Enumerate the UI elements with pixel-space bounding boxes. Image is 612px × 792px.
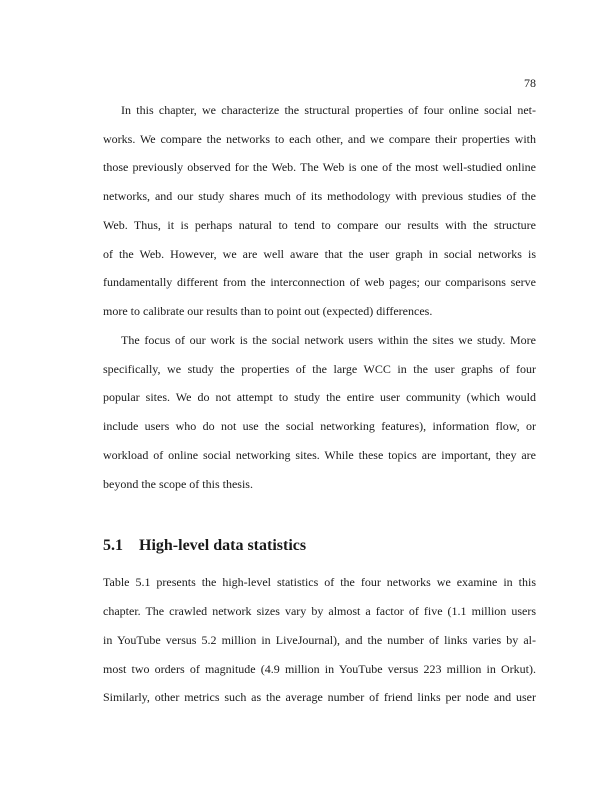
text-line: fundamentally different from the interconnection of web pages; our comparisons serve [103,275,536,289]
text-line: those previously observed for the Web. The Web is one of the most well-studied online [103,160,536,174]
text-line: In this chapter, we characterize the structural properties of four online social net- [121,103,536,117]
text-line: specifically, we study the properties of the large WCC in the user graphs of four [103,362,536,376]
text-line: more to calibrate our results than to point out (expected) differences. [103,304,433,318]
text-line: chapter. The crawled network sizes vary by almost a factor of five (1.1 million users [103,604,536,618]
text-line: in YouTube versus 5.2 million in LiveJournal), and the number of links varies by al- [103,633,536,647]
text-line: beyond the scope of this thesis. [103,477,253,491]
text-line: include users who do not use the social networking features), information flow, or [103,419,536,433]
text-line: of the Web. However, we are well aware that the user graph in social networks is [103,247,536,261]
text-line: Similarly, other metrics such as the average number of friend links per node and user [103,690,536,704]
text-line: works. We compare the networks to each other, and we compare their properties with [103,132,536,146]
text-line: The focus of our work is the social network users within the sites we study. More [121,333,536,347]
text-line: Table 5.1 presents the high-level statistics of the four networks we examine in this [103,575,536,589]
text-line: networks, and our study shares much of its methodology with previous studies of the [103,189,536,203]
text-line: Web. Thus, it is perhaps natural to tend to compare our results with the structure [103,218,536,232]
section-heading [103,537,306,555]
section-title: High-level data statistics [139,537,307,554]
section-number: 5.1 [103,537,123,554]
text-line: most two orders of magnitude (4.9 million in YouTube versus 223 million in Orkut). [103,662,536,676]
text-line: popular sites. We do not attempt to study the entire user community (which would [103,390,536,404]
text-line: workload of online social networking sites. While these topics are important, they are [103,448,536,462]
page-number: 78 [524,76,536,90]
